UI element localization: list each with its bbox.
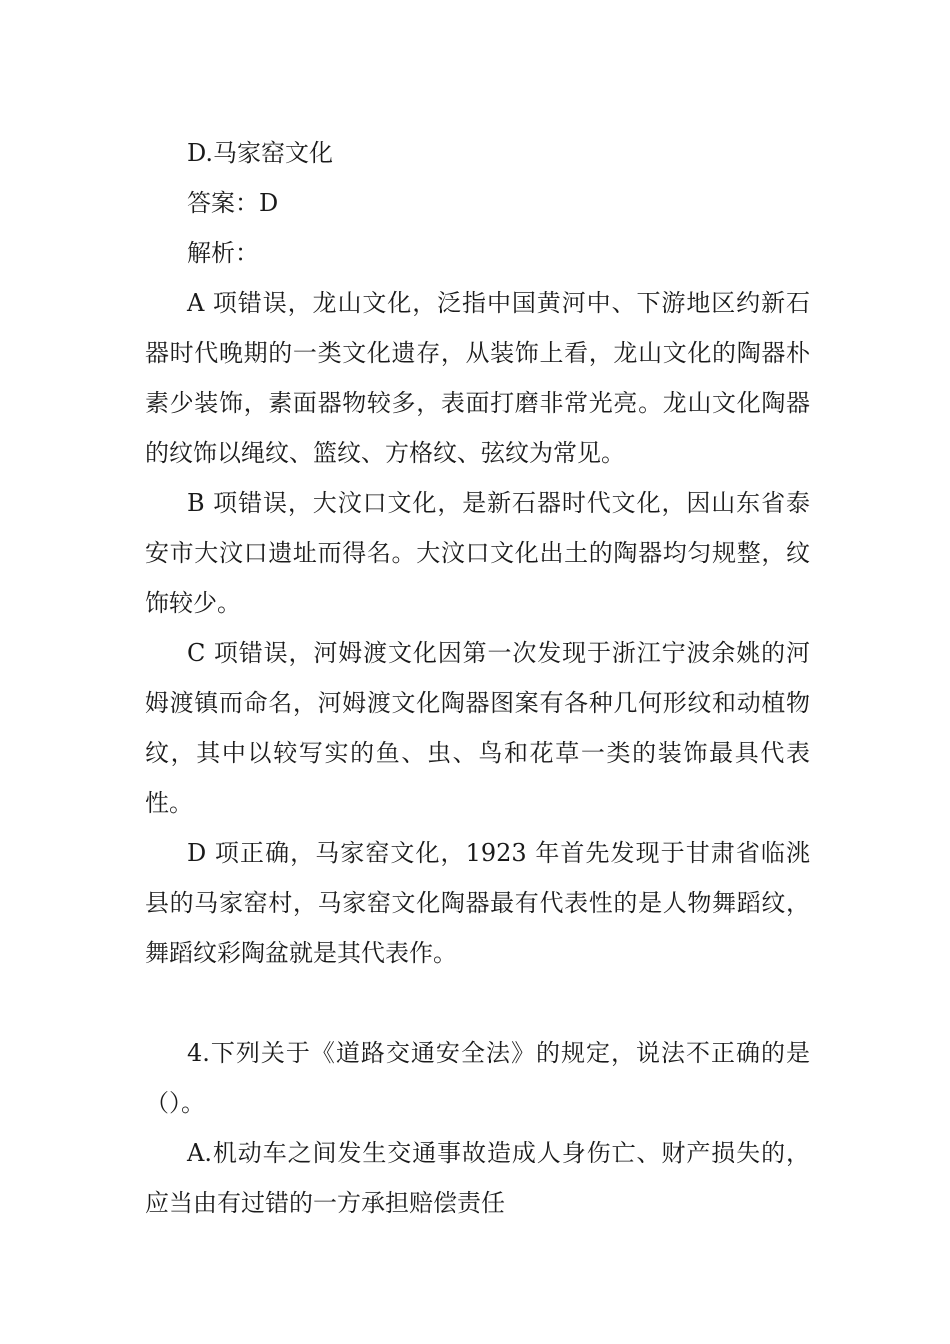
- question-4-stem: 4.下列关于《道路交通安全法》的规定，说法不正确的是（）。: [145, 1039, 810, 1117]
- question-4-option-a: A.机动车之间发生交通事故造成人身伤亡、财产损失的，应当由有过错的一方承担赔偿责任: [145, 1139, 810, 1217]
- analysis-option-a: A 项错误，龙山文化，泛指中国黄河中、下游地区约新石器时代晚期的一类文化遗存，从装饰上看，龙山文化的陶器朴素少装饰，素面器物较多，表面打磨非常光亮。龙山文化陶器的纹饰以绳纹、篮纹、方格纹、弦纹为常见。: [145, 289, 810, 467]
- analysis-option-b: B 项错误，大汶口文化，是新石器时代文化，因山东省泰安市大汶口遗址而得名。大汶口文化出土的陶器均匀规整，纹饰较少。: [145, 489, 810, 617]
- analysis-option-d: D 项正确，马家窑文化，1923 年首先发现于甘肃省临洮县的马家窑村，马家窑文化陶器最有代表性的是人物舞蹈纹，舞蹈纹彩陶盆就是其代表作。: [145, 839, 810, 967]
- analysis-option-c: C 项错误，河姆渡文化因第一次发现于浙江宁波余姚的河姆渡镇而命名，河姆渡文化陶器图案有各种几何形纹和动植物纹，其中以较写实的鱼、虫、鸟和花草一类的装饰最具代表性。: [145, 639, 810, 817]
- option-d-previous-question: D.马家窑文化: [187, 139, 334, 167]
- section-spacer: [145, 978, 810, 1028]
- analysis-heading: 解析：: [187, 239, 259, 267]
- answer-line: 答案：D: [187, 189, 279, 217]
- document-body: [145, 128, 810, 1228]
